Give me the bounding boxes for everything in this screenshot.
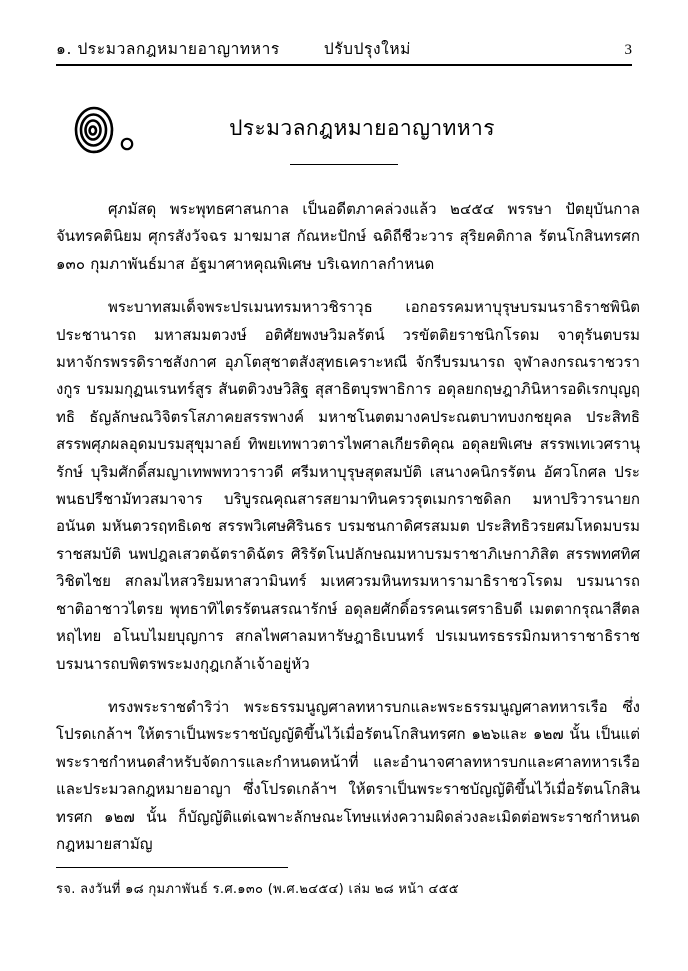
footnote-area (56, 867, 632, 900)
footnote-divider (56, 867, 288, 868)
running-head-divider (56, 64, 632, 66)
title-divider (290, 164, 398, 165)
title-block (56, 98, 632, 184)
footnote-citation: รจ. ลงวันที่ ๑๘ กุมภาพันธ์ ร.ศ.๑๓๐ (พ.ศ.๒๔๕๔) เล่ม ๒๘ หน้า ๔๕๕ (56, 881, 459, 897)
body-text (56, 196, 640, 858)
paragraph-royal-titles: พระบาทสมเด็จพระปรเมนทรมหาวชิราวุธ เอกอรรคมหาบุรุษบรมนราธิราชพินิตประชานารถ มหาสมมตวงษ์ อติศัยพงษวิมลรัตน์ วรขัตติยราชนิกโรดม จาตุรันตบรมมหาจักรพรรดิราชสังกาศ อุภโตสุชาตสังสุทธเคราะหณี จักรีบรมนารถ จุฬาลงกรณราชวรางกูร บรมมกุฏนเรนทร์สูร สันตติวงษวิสิฐ สุสาธิตบุรพาธิการ อดุลยกฤษฎาภินิหารอดิเรกบุญฤทธิ ธัญลักษณวิจิตรโสภาคยสรรพางค์ มหาชโนตตมางคประณตบาทบงกชยุคล ประสิทธิสรรพศุภผลอุดมบรมสุขุมาลย์ ทิพยเทพาวตารไพศาลเกียรติคุณ อดุลยพิเศษ สรรพเทเวศรานุรักษ์ บุริมศักดิ์สมญาเทพพทวาราวดี ศรีมหาบุรุษสุตสมบัติ เสนางคนิกรรัตน อัศวโกศล ประพนธปรีชามัทวสมาจาร บริบูรณคุณสารสยามาทินครวรุตเมกราชดิลก มหาปริวารนายกอนันต มหันตวรฤทธิเดช สรรพวิเศษศิรินธร บรมชนกาดิศรสมมต ประสิทธิวรยศมโหดมบรมราชสมบัติ นพปฎลเสวตฉัตราดิฉัตร ศิริรัตโนปลักษณมหาบรมราชาภิเษกาภิสิต สรรพทศทิศวิชิตไชย สกลมไหสวริยมหาสวามินทร์ มเหศวรมหินทรมหารามาธิราชวโรดม บรมนารถชาติอาชาวไตรย พุทธาทิไตรรัตนสรณารักษ์ อดุลยศักดิ์อรรคนเรศราธิบดี เมตตากรุณาสีตลหฤไทย อโนบไมยบุญการ สกลไพศาลมหารัษฎาธิเบนทร์ ปรเมนทรธรรมิกมหาราชาธิราช บรมนารถบพิตรพระมงกุฎเกล้าเจ้าอยู่หัว (56, 298, 640, 673)
running-head-row (56, 42, 632, 58)
paragraph-preamble-date: ศุภมัสดุ พระพุทธศาสนกาล เป็นอดีตภาคล่วงแล้ว ๒๔๕๔ พรรษา ปัตยุบันกาล จันทรคตินิยม ศุกรสังวัจฉร มาฆมาส กัณหะปักษ์ ฉดิถีชีวะวาร สุริยคติกาล รัตนโกสินทรศก ๑๓๐ กุมภาพันธ์มาส อัฐมาศาหคุณพิเศษ บริเฉทกาลกำหนด (56, 200, 640, 273)
running-head-revision: ปรับปรุงใหม่ (323, 40, 411, 58)
page-title: ประมวลกฎหมายอาญาทหาร (229, 116, 495, 140)
paragraph-royal-consideration: ทรงพระราชดำริว่า พระธรรมนูญศาลทหารบกและพระธรรมนูญศาลทหารเรือ ซึ่งโปรดเกล้าฯ ให้ตราเป็นพระราชบัญญัติขึ้นไว้เมื่อรัตนโกสินทรศก ๑๒๖และ ๑๒๗ นั้น เป็นแต่พระราชกำหนดสำหรับจัดการและกำหนดหน้าที่ และอำนาจศาลทหารบกและศาลทหารเรือ และประมวลกฎหมายอาญา ซึ่งโปรดเกล้าฯ ให้ตราเป็นพระราชบัญญัติขึ้นไว้เมื่อรัตนโกสินทรศก ๑๒๗ นั้น ก็บัญญัติแต่เฉพาะลักษณะโทษแห่งความผิดล่วงละเมิดต่อพระราชกำหนดกฎหมายสามัญ (56, 697, 640, 853)
page-number: 3 (624, 42, 632, 58)
running-head-chapter: ๑. ประมวลกฎหมายอาญาทหาร (56, 40, 280, 58)
running-head (56, 42, 632, 76)
